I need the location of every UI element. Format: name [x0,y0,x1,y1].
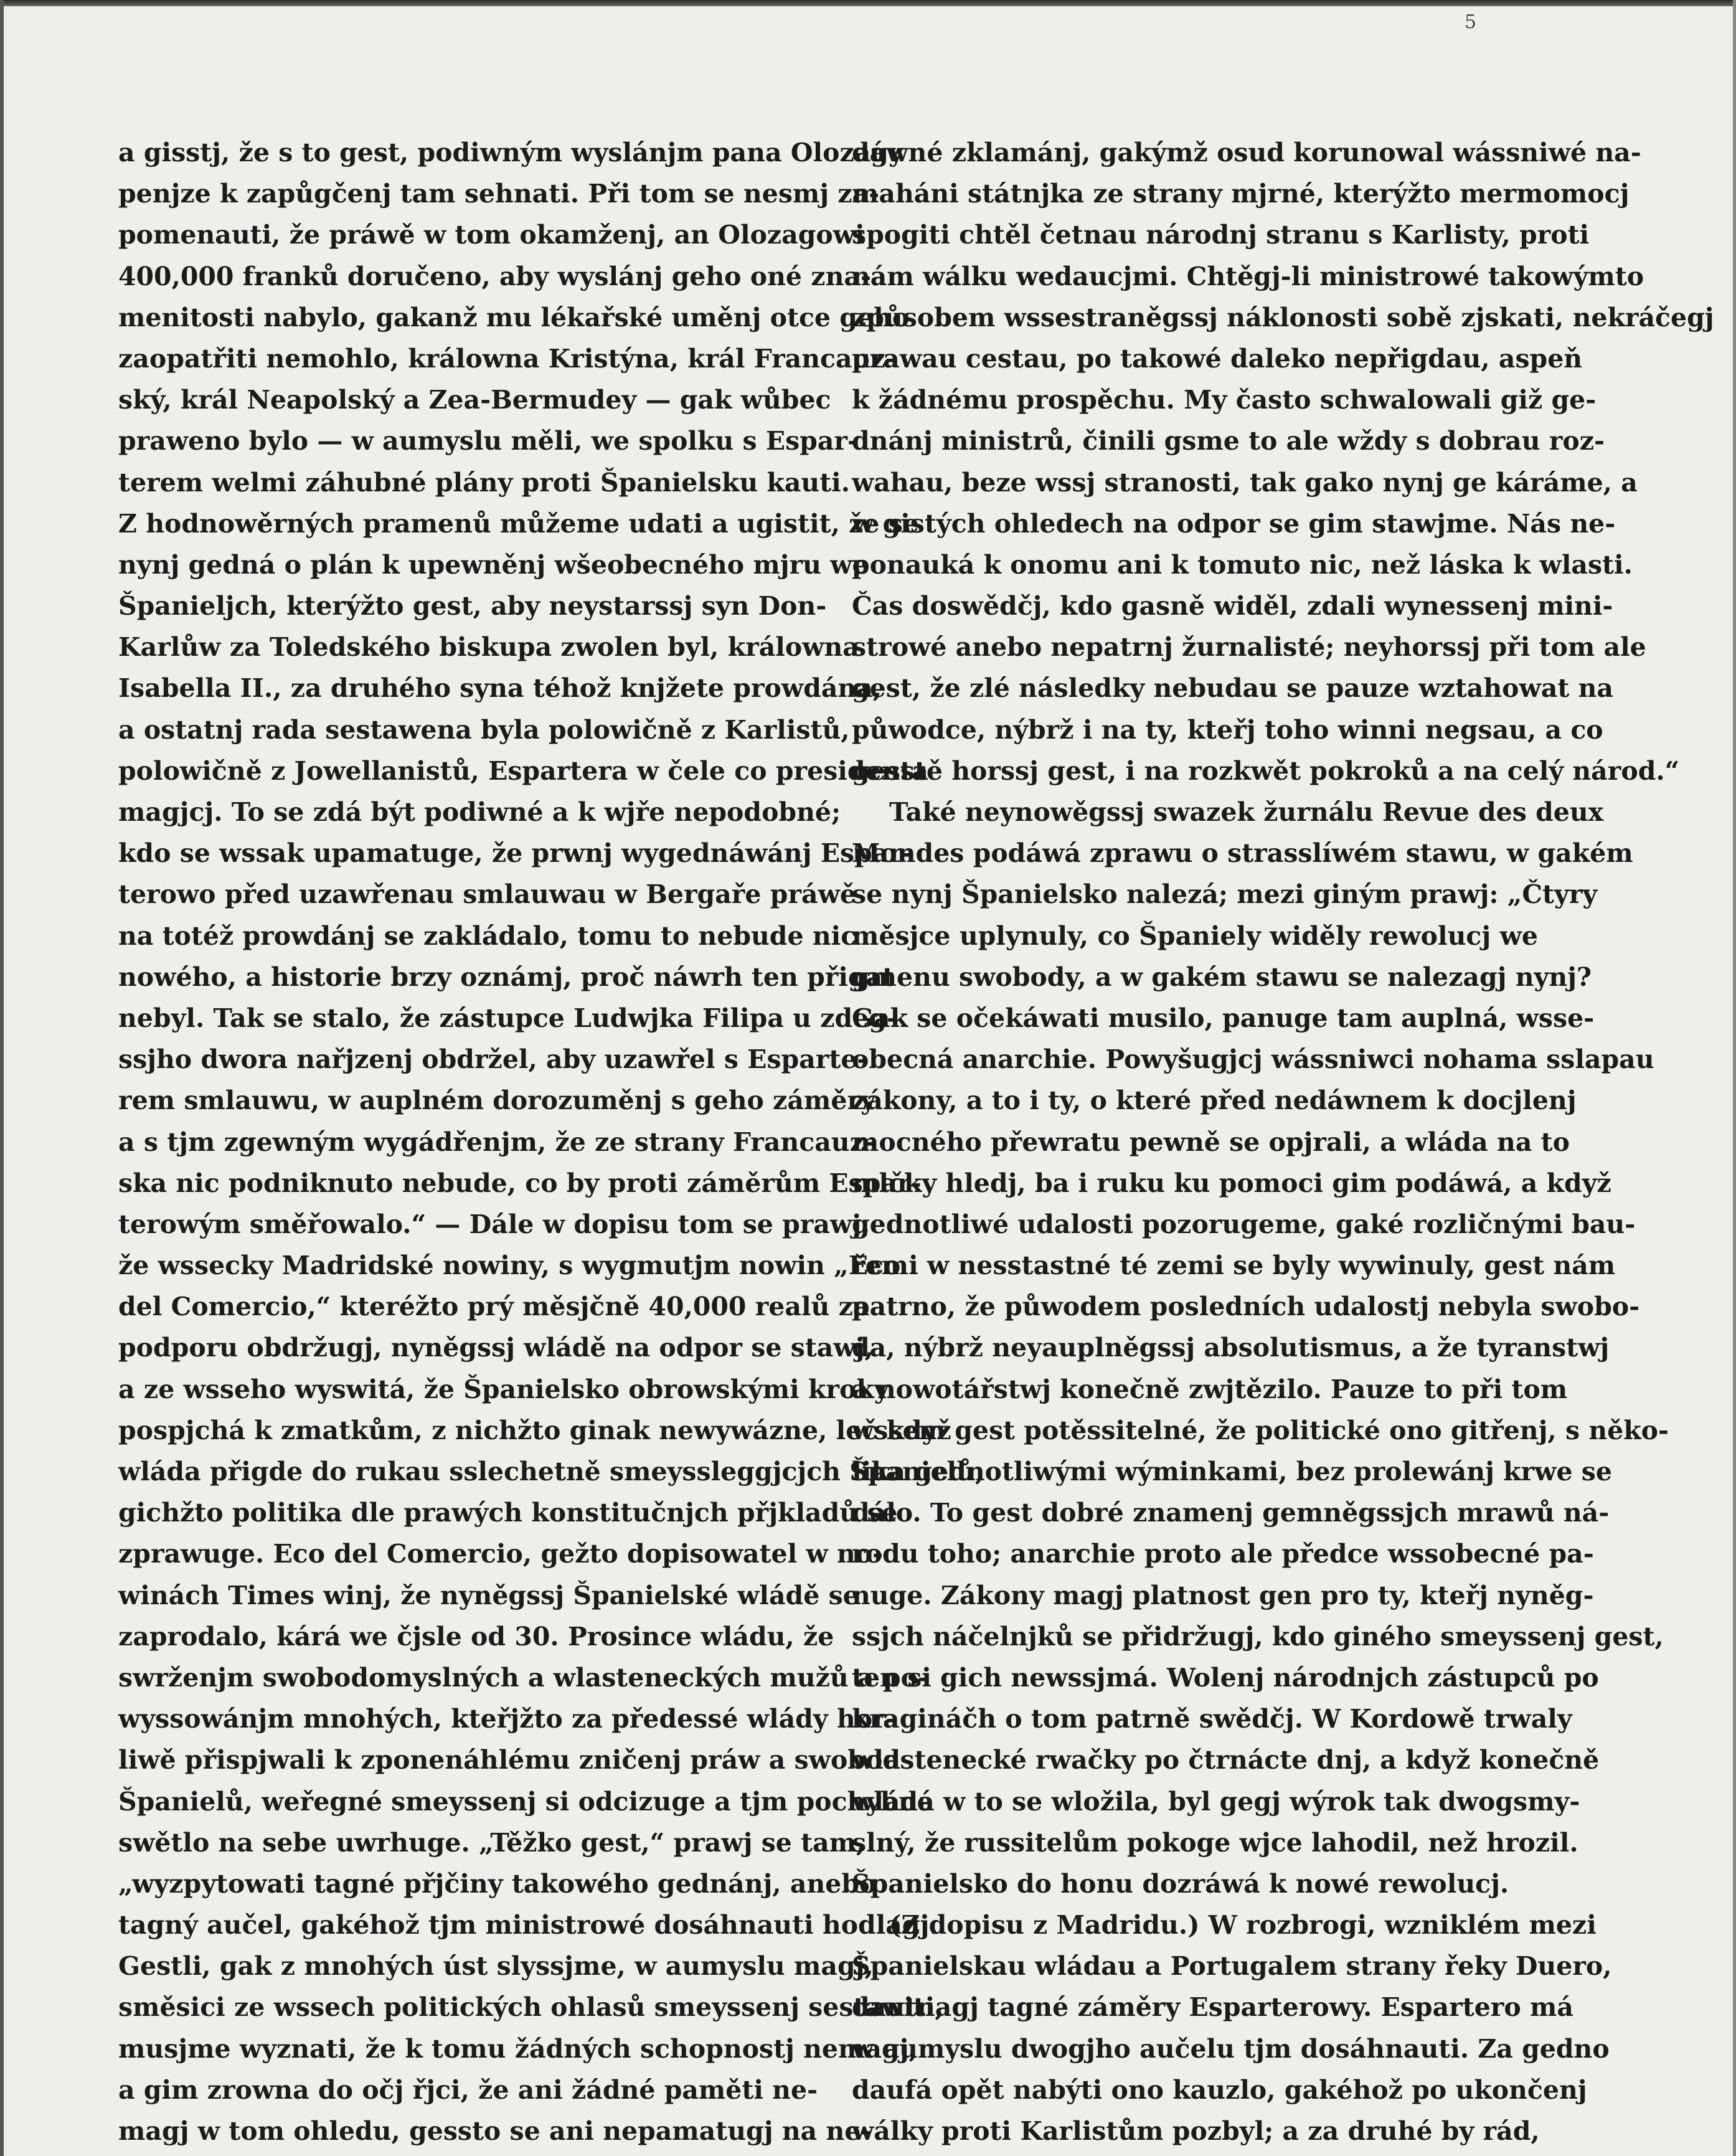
right-column-line: daufá opět nabýti ono kauzlo, gakéhož po ukončenj [852,2074,1587,2105]
left-column-line: Španielů, weřegné smeyssenj si odcizuge a tjm pochybné [118,1786,933,1817]
left-column-line: na totéž prowdánj se zakládalo, tomu to nebude nic [118,920,857,951]
left-column-line: nynj gedná o plán k upewněnj wšeobecného mjru we [118,549,869,580]
right-column-line: gest, že zlé následky nebudau se pauze wztahowat na [852,673,1613,704]
left-column-line: terem welmi záhubné plány proti Španielsku kauti. [118,467,851,498]
left-column-line: ský, král Neapolský a Zea-Bermudey — gak wůbec [118,385,831,415]
left-column-line: terowo před uzawřenau smlauwau w Bergaře práwě [118,879,856,910]
left-column-line: Gestli, gak z mnohých úst slyssjme, w aumyslu magj, [118,1951,874,1982]
right-column-line: ponauká k onomu ani k tomuto nic, než láska k wlasti. [852,549,1633,580]
right-column-line: ssjch náčelnjků se přidržugj, kdo giného smeyssenj gest, [852,1621,1664,1652]
left-column-line: nebyl. Tak se stalo, že zástupce Ludwjka Filipa u zdeg- [118,1003,897,1033]
left-column-line: del Comercio,“ kteréžto prý měsjčně 40,000 realů za [118,1292,870,1322]
right-column-line: dautnagj tagné záměry Esparterowy. Espartero má [852,1992,1573,2023]
left-column-line: swrženjm swobodomyslných a wlasteneckých mužů a po- [118,1662,928,1693]
left-column-line: směsici ze wssech politických ohlasů smeyssenj sestawiti, [118,1992,944,2023]
left-column-line: Z hodnowěrných pramenů můžeme udati a ugistit, že se [118,508,919,539]
left-column-line: podporu obdržugj, nyněgssj wládě na odpor se stawj, [118,1333,874,1363]
left-column-line: rem smlauwu, w auplném dorozuměnj s geho záměry [118,1085,875,1116]
right-column-line: wálky proti Karlistům pozbyl; a za druhé by rád, [852,2116,1540,2146]
left-column-line: a ostatnj rada sestawena byla polowičně z Karlistů, [118,714,850,745]
right-column-line: nuge. Zákony magj platnost gen pro ty, kteřj nyněg- [852,1580,1594,1610]
left-column-line: zaprodalo, kárá we čjsle od 30. Prosince wládu, že [118,1621,834,1652]
left-column-line: winách Times winj, že nyněgssj Španielské wládě se [118,1580,859,1610]
left-column-line: nowého, a historie brzy oznámj, proč náwrh ten přigat [118,962,895,992]
right-column-line: gesstě horssj gest, i na rozkwět pokroků a na celý národ.“ [852,755,1680,786]
left-column-line: ssjho dwora nařjzenj obdržel, aby uzawřel s Esparte- [118,1044,868,1075]
right-column-line: mocného přewratu pewně se opjrali, a wláda na to [852,1127,1570,1157]
right-column-line: Španielskau wládau a Portugalem strany řeky Duero, [852,1951,1612,1982]
left-column-line: Karlůw za Toledského biskupa zwolen byl, králowna [118,632,859,663]
right-column-line: Také neynowěgssj swazek žurnálu Revue des deux [889,797,1604,827]
left-column-line: Isabella II., za druhého syna téhož knjžete prowdána, [118,673,882,704]
right-text-column [852,132,1714,2152]
right-column-line: se nynj Španielsko nalezá; mezi giným prawj: „Čtyry [852,879,1598,910]
left-column-line: a s tjm zgewným wygádřenjm, že ze strany Francauz- [118,1127,875,1157]
left-column-line: a gisstj, že s to gest, podiwným wyslánjm pana Olozagy [118,138,903,168]
right-column-line: řemi w nesstastné té zemi se byly wywinuly, gest nám [852,1251,1616,1281]
right-column-line: rodu toho; anarchie proto ale předce wssobecné pa- [852,1539,1594,1569]
left-column-line: že wssecky Madridské nowiny, s wygmutjm nowin „Eco [118,1251,901,1281]
left-column-line: Španieljch, kterýžto gest, aby neystarssj syn Don- [118,591,827,622]
right-column-line: Španielsko do honu dozráwá k nowé rewolucj. [852,1868,1509,1899]
right-column-line: půwodce, nýbrž i na ty, kteřj toho winni negsau, a co [852,714,1603,745]
right-column-line: nám wálku wedaucjmi. Chtěgj-li ministrowé takowýmto [852,261,1644,291]
right-column-line: obecná anarchie. Powyšugjcj wássniwci nohama sslapau [852,1044,1654,1075]
left-column-line: 400,000 franků doručeno, aby wyslánj geho oné zna- [118,261,871,291]
right-column-line: Mondes podáwá zprawu o strasslíwém stawu, w gakém [852,838,1633,869]
left-column-line: a gim zrowna do očj řjci, že ani žádné paměti ne- [118,2074,818,2105]
right-column-line: k žádnému prospěchu. My často schwalowali giž ge- [852,385,1597,415]
right-column-line: kragináčh o tom patrně swědčj. W Kordowě trwaly [852,1704,1572,1734]
right-column-line: zákony, a to i ty, o které před nedáwnem k docjlenj [852,1085,1577,1116]
left-column-line: a ze wsseho wyswitá, že Španielsko obrowskými kroky [118,1374,889,1404]
right-column-line: wahau, beze wssj stranosti, tak gako nynj ge káráme, a [852,467,1638,498]
left-column-line: magj w tom ohledu, gessto se ani nepamatugj na ne- [118,2116,872,2146]
right-column-line: wssem gest potěssitelné, že politické ono gitřenj, s něko- [852,1415,1669,1445]
right-column-line: způsobem wssestraněgssj náklonosti sobě zjskati, nekráčegj [852,302,1714,333]
right-column-line: slný, že russitelům pokoge wjce lahodil, než hrozil. [852,1827,1578,1858]
top-border-rule [0,0,1736,6]
left-column-line: menitosti nabylo, gakanž mu lékařské uměnj otce geho [118,302,910,333]
left-column-line: pospjchá k zmatkům, z nichžto ginak newywázne, leč když [118,1415,951,1445]
right-column-line: spogiti chtěl četnau národnj stranu s Karlisty, proti [852,220,1590,250]
right-column-line: (Z dopisu z Madridu.) W rozbrogi, wzniklém mezi [889,1910,1597,1941]
right-column-line: Čas doswědčj, kdo gasně widěl, zdali wynessenj mini- [852,591,1613,622]
right-column-line: da, nýbrž neyauplněgssj absolutismus, a že tyranstwj [852,1333,1610,1363]
left-column-line: „wyzpytowati tagné přjčiny takowého gednánj, anebo [118,1868,877,1899]
left-column-line: penjze k zapůgčenj tam sehnati. Při tom se nesmj za- [118,179,880,209]
left-column-line: swětlo na sebe uwrhuge. „Těžko gest,“ prawj se tam, [118,1827,866,1858]
right-column-line: prawau cestau, po takowé dalekо nepřigdau, aspeň [852,343,1583,374]
right-column-line: lika gednotliwými wýminkami, bez prolewánj krwe se [852,1457,1612,1487]
left-column-line: musjme wyznati, že k tomu žádných schopnostj nemagj, [118,2033,918,2064]
left-column-line: zaopatřiti nemohlo, králowna Kristýna, král Francauz- [118,343,896,374]
left-column-line: polowičně z Jowellanistů, Espartera w čele co presidenta [118,755,928,786]
right-column-line: w gistých ohledech na odpor se gim stawjme. Nás ne- [852,508,1616,539]
right-border-rule [1733,0,1736,2156]
left-column-line: wyssowánjm mnohých, kteřjžto za předessé wlády hor- [118,1704,897,1734]
left-column-line: kdo se wssak upamatuge, že prwnj wygednáwánj Espar- [118,838,913,869]
left-text-column [118,132,984,2152]
right-column-line: dálo. To gest dobré znamenj gemněgssjch mrawů ná- [852,1498,1610,1528]
left-column-line: tagný aučel, gakéhož tjm ministrowé dosáhnauti hodlagj. [118,1910,938,1941]
right-column-line: mlčky hledj, ba i ruku ku pomoci gim podáwá, a když [852,1168,1611,1198]
corner-mark: 5 [1465,11,1477,33]
right-column-line: gmenu swobody, a w gakém stawu se nalezagj nynj? [852,962,1592,992]
left-column-line: gichžto politika dle prawých konstitučnjch přjkladů se [118,1498,898,1528]
left-column-line: magjcj. To se zdá být podiwné a k wjře nepodobné; [118,797,841,827]
right-column-line: wláda w to se wložila, byl gegj wýrok tak dwogsmy- [852,1786,1580,1817]
right-column-line: a nowotářstwj konečně zwjtězilo. Pauze to při tom [852,1374,1568,1404]
right-column-line: Gak se očekáwati musilo, panuge tam auplná, wsse- [852,1003,1595,1033]
left-column-line: liwě přispjwali k zponenáhlému zničenj práw a swobod [118,1745,900,1775]
right-column-line: strowé anebo nepatrnj žurnalisté; neyhorssj při tom ale [852,632,1646,663]
left-column-line: zprawuge. Eco del Comercio, gežto dopisowatel w no- [118,1539,884,1569]
right-column-line: wlastenecké rwačky po čtrnácte dnj, a když konečně [852,1745,1600,1775]
right-column-line: dáwné zklamánj, gakýmž osud korunowal wássniwé na- [852,138,1641,168]
left-column-line: terowým směřowalo.“ — Dále w dopisu tom se prawj, [118,1209,870,1239]
right-column-line: ten si gich newssjmá. Wolenj národnjch zástupců po [852,1662,1599,1693]
left-column-line: wláda přigde do rukau sslechetně smeyssleggjcjch Španielů, [118,1457,984,1487]
right-column-line: gednotliwé udalosti pozorugeme, gaké rozličnými bau- [852,1209,1636,1239]
left-border-rule [0,0,4,2156]
left-column-line: ska nic podniknuto nebude, co by proti záměrům Espar- [118,1168,922,1198]
left-column-line: pomenauti, že práwě w tom okamženj, an Olozagowi [118,220,865,250]
right-column-line: maháni státnjka ze strany mjrné, kterýžto mermomocj [852,179,1630,209]
right-column-line: patrno, že půwodem posledních udalostj nebyla swobo- [852,1292,1640,1322]
left-column-line: praweno bylo — w aumyslu měli, we spolku s Espar- [118,426,859,456]
right-column-line: měsjce uplynuly, co Španiely widěly rewolucj we [852,920,1538,951]
right-column-line: w aumyslu dwogjho aučelu tjm dosáhnauti. Za gedno [852,2033,1610,2064]
right-column-line: dnánj ministrů, činili gsme to ale wždy s dobrau roz- [852,426,1605,456]
